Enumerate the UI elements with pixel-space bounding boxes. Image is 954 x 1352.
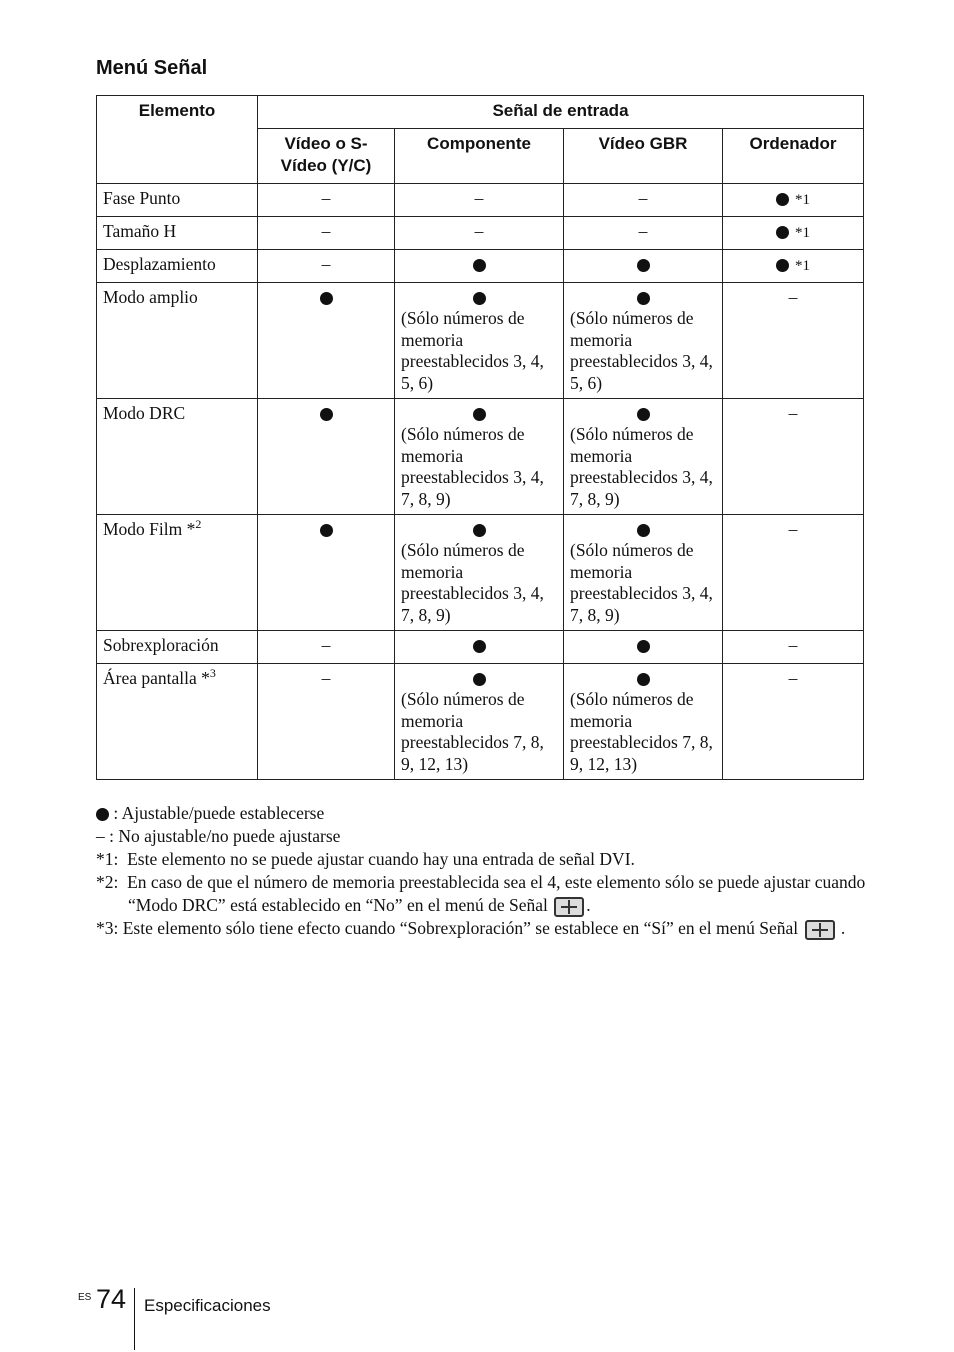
dot-line xyxy=(729,254,857,275)
dot-line xyxy=(570,403,716,424)
table-cell xyxy=(564,515,723,631)
table-row xyxy=(97,399,864,515)
footnote-2 xyxy=(96,871,866,917)
dot-icon xyxy=(473,524,486,537)
dot-line xyxy=(570,287,716,308)
table-cell xyxy=(564,399,723,515)
table-cell xyxy=(258,399,395,515)
table-cell xyxy=(564,217,723,250)
dot-line xyxy=(570,519,716,540)
row-label xyxy=(97,631,258,664)
footnote-ref: *1 xyxy=(795,225,810,241)
footnote-ref: *1 xyxy=(795,192,810,208)
table-row xyxy=(97,184,864,217)
header-input-signal: Señal de entrada xyxy=(258,96,864,129)
table-cell xyxy=(723,250,864,283)
table-cell xyxy=(723,515,864,631)
footnote-2-text: *2: En caso de que el número de memoria preestablecida sea el 4, este elemento sólo se puede ajustar cuando “Modo DRC” está establecido en “No” en el menú de Señal xyxy=(96,872,866,915)
table-cell xyxy=(564,184,723,217)
header-item: Elemento xyxy=(97,96,258,184)
dot-icon xyxy=(320,408,333,421)
row-label xyxy=(97,515,258,631)
legend-dot-text: : Ajustable/puede establecerse xyxy=(113,803,325,823)
table-cell xyxy=(258,631,395,664)
table-cell xyxy=(395,631,564,664)
dot-icon xyxy=(637,408,650,421)
table-cell xyxy=(395,664,564,780)
cell-note: (Sólo números de memoria preestablecidos 3, 4, 7, 8, 9) xyxy=(570,424,713,509)
signal-menu-icon xyxy=(554,897,584,917)
dash-mark: – xyxy=(788,287,798,307)
dot-line xyxy=(401,668,557,689)
header-video-gbr: Vídeo GBR xyxy=(564,129,723,184)
table-cell xyxy=(395,217,564,250)
dot-line xyxy=(401,635,557,656)
table-row xyxy=(97,217,864,250)
table-cell xyxy=(723,664,864,780)
dot-icon xyxy=(776,193,789,206)
dash-mark: – xyxy=(638,221,648,241)
row-label xyxy=(97,250,258,283)
dot-icon xyxy=(637,524,650,537)
table-cell xyxy=(395,399,564,515)
dash-mark: – xyxy=(474,221,484,241)
row-label-text: Modo amplio xyxy=(103,287,198,307)
table-cell xyxy=(723,631,864,664)
dash-mark: – xyxy=(321,188,331,208)
row-label-text: Sobrexploración xyxy=(103,635,219,655)
table-cell xyxy=(395,515,564,631)
table-cell xyxy=(258,250,395,283)
table-cell xyxy=(723,184,864,217)
table-cell xyxy=(564,283,723,399)
cell-note: (Sólo números de memoria preestablecidos 3, 4, 7, 8, 9) xyxy=(401,424,544,509)
dot-icon xyxy=(473,640,486,653)
row-label-text: Modo Film * xyxy=(103,519,196,539)
footnote-ref: *1 xyxy=(795,258,810,274)
dot-line xyxy=(401,287,557,308)
dot-line xyxy=(570,668,716,689)
footnote-3-text: *3: Este elemento sólo tiene efecto cuando “Sobrexploración” se establece en “Sí” en el menú Señal xyxy=(96,918,799,938)
page-number: 74 xyxy=(96,1284,127,1314)
dot-line xyxy=(264,519,388,540)
dot-icon xyxy=(473,292,486,305)
dash-mark: – xyxy=(474,188,484,208)
table-cell xyxy=(258,283,395,399)
dot-line xyxy=(570,635,716,656)
cell-note: (Sólo números de memoria preestablecidos 7, 8, 9, 12, 13) xyxy=(401,689,544,774)
dash-mark: – xyxy=(321,254,331,274)
header-computer: Ordenador xyxy=(723,129,864,184)
row-label-text: Modo DRC xyxy=(103,403,186,423)
table-cell xyxy=(564,664,723,780)
dot-line xyxy=(401,254,557,275)
page-title: Menú Señal xyxy=(96,57,208,79)
dash-mark: – xyxy=(321,635,331,655)
dot-icon xyxy=(637,673,650,686)
dot-line xyxy=(729,188,857,209)
dash-mark: – xyxy=(321,221,331,241)
table-cell xyxy=(258,664,395,780)
legend-dot xyxy=(96,802,866,825)
dot-line xyxy=(401,519,557,540)
cell-note: (Sólo números de memoria preestablecidos 7, 8, 9, 12, 13) xyxy=(570,689,713,774)
dot-icon xyxy=(473,408,486,421)
footnote-2-period: . xyxy=(586,895,591,915)
footnote-ref: 2 xyxy=(195,517,202,532)
table-cell xyxy=(258,184,395,217)
cell-note: (Sólo números de memoria preestablecidos 3, 4, 7, 8, 9) xyxy=(570,540,713,625)
table-row xyxy=(97,515,864,631)
dot-icon xyxy=(637,640,650,653)
table-cell xyxy=(395,250,564,283)
table-cell xyxy=(258,217,395,250)
table-cell xyxy=(564,250,723,283)
cell-note: (Sólo números de memoria preestablecidos 3, 4, 5, 6) xyxy=(401,308,544,393)
legend xyxy=(96,802,866,940)
row-label-text: Desplazamiento xyxy=(103,254,216,274)
footnote-3 xyxy=(96,917,866,940)
row-label-text: Tamaño H xyxy=(103,221,177,241)
row-label xyxy=(97,184,258,217)
dot-icon xyxy=(473,259,486,272)
table-cell xyxy=(723,283,864,399)
row-label-text: Área pantalla * xyxy=(103,668,210,688)
cell-note: (Sólo números de memoria preestablecidos 3, 4, 5, 6) xyxy=(570,308,713,393)
legend-dash-text: – : No ajustable/no puede ajustarse xyxy=(96,826,341,846)
footnote-1: *1: Este elemento no se puede ajustar cuando hay una entrada de señal DVI. xyxy=(96,849,635,869)
footer-divider xyxy=(134,1288,135,1350)
dot-line xyxy=(264,287,388,308)
dot-icon xyxy=(776,226,789,239)
header-video: Vídeo o S-Vídeo (Y/C) xyxy=(258,129,395,184)
table-cell xyxy=(258,515,395,631)
footnote-3-period: . xyxy=(840,918,846,938)
dot-icon xyxy=(637,259,650,272)
dot-line xyxy=(729,221,857,242)
dash-mark: – xyxy=(788,403,798,423)
table-cell xyxy=(395,283,564,399)
dot-line xyxy=(264,403,388,424)
table-cell xyxy=(723,399,864,515)
footnote-ref: 3 xyxy=(209,666,216,681)
dot-line xyxy=(570,254,716,275)
row-label xyxy=(97,217,258,250)
dash-mark: – xyxy=(638,188,648,208)
row-label-text: Fase Punto xyxy=(103,188,181,208)
row-label xyxy=(97,664,258,780)
table-row xyxy=(97,631,864,664)
cell-note: (Sólo números de memoria preestablecidos 3, 4, 7, 8, 9) xyxy=(401,540,544,625)
language-code: ES xyxy=(78,1292,92,1303)
signal-menu-table xyxy=(96,95,864,780)
signal-menu-icon xyxy=(805,920,835,940)
table-cell xyxy=(564,631,723,664)
dot-icon xyxy=(776,259,789,272)
dot-icon xyxy=(637,292,650,305)
table-cell xyxy=(395,184,564,217)
header-component: Componente xyxy=(395,129,564,184)
row-label xyxy=(97,399,258,515)
dash-mark: – xyxy=(321,668,331,688)
row-label xyxy=(97,283,258,399)
dot-icon xyxy=(96,808,109,821)
table-row xyxy=(97,283,864,399)
dash-mark: – xyxy=(788,668,798,688)
dot-icon xyxy=(320,524,333,537)
table-row xyxy=(97,250,864,283)
dot-icon xyxy=(473,673,486,686)
table-cell xyxy=(723,217,864,250)
dash-mark: – xyxy=(788,519,798,539)
dot-line xyxy=(401,403,557,424)
table-body xyxy=(97,184,864,780)
dot-icon xyxy=(320,292,333,305)
dash-mark: – xyxy=(788,635,798,655)
section-name: Especificaciones xyxy=(144,1296,271,1315)
table-row xyxy=(97,664,864,780)
